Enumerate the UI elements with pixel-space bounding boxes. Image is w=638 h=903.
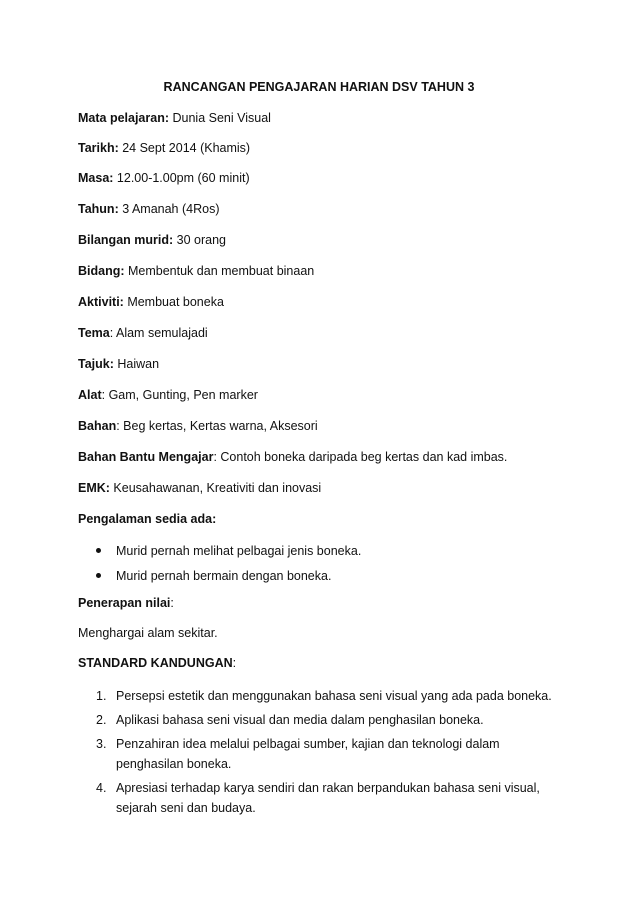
field-label: Mata pelajaran: xyxy=(78,111,170,125)
field-bahan-bantu-mengajar xyxy=(78,450,507,464)
bullet-icon xyxy=(96,573,101,578)
field-alat xyxy=(78,388,258,402)
field-label: Alat xyxy=(78,388,102,402)
field-tajuk xyxy=(78,357,159,371)
field-bahan xyxy=(78,419,318,433)
field-label: Tema xyxy=(78,326,110,340)
field-value: Dunia Seni Visual xyxy=(169,111,271,125)
field-mata-pelajaran xyxy=(78,111,271,125)
field-tahun xyxy=(78,202,219,216)
penerapan-heading: Penerapan nilai xyxy=(78,596,171,610)
field-value: : Alam semulajadi xyxy=(109,326,208,340)
field-label: Aktiviti: xyxy=(78,295,124,309)
list-item-text: Apresiasi terhadap karya sendiri dan rakan berpandukan bahasa seni visual, sejarah seni dan budaya. xyxy=(116,781,540,815)
field-value: 24 Sept 2014 (Khamis) xyxy=(118,141,251,155)
bullet-icon xyxy=(96,548,101,553)
field-tema xyxy=(78,326,208,340)
field-value: 12.00-1.00pm (60 minit) xyxy=(113,171,250,185)
field-label: Bahan Bantu Mengajar xyxy=(78,450,214,464)
list-item xyxy=(96,567,361,592)
standard-list xyxy=(96,686,566,822)
list-number: 3. xyxy=(96,737,107,751)
document-title: RANCANGAN PENGAJARAN HARIAN DSV TAHUN 3 xyxy=(163,80,475,94)
field-bidang xyxy=(78,264,314,278)
list-item xyxy=(96,710,566,730)
field-value: 30 orang xyxy=(173,233,226,247)
field-value: Membuat boneka xyxy=(123,295,224,309)
list-item xyxy=(96,542,361,567)
standard-heading-line xyxy=(78,656,236,670)
penerapan-text: Menghargai alam sekitar. xyxy=(78,626,218,640)
pengalaman-list xyxy=(96,542,361,592)
penerapan-heading-line xyxy=(78,596,174,610)
list-item-text: Murid pernah melihat pelbagai jenis boneka. xyxy=(116,544,362,558)
field-label: EMK: xyxy=(78,481,110,495)
field-label: Tajuk: xyxy=(78,357,114,371)
field-tarikh xyxy=(78,141,250,155)
field-label: Bahan xyxy=(78,419,117,433)
list-item-text: Persepsi estetik dan menggunakan bahasa seni visual yang ada pada boneka. xyxy=(116,689,552,703)
list-number: 1. xyxy=(96,689,107,703)
field-value: : Gam, Gunting, Pen marker xyxy=(101,388,258,402)
standard-heading: STANDARD KANDUNGAN xyxy=(78,656,233,670)
field-label: Tarikh: xyxy=(78,141,119,155)
field-value: Membentuk dan membuat binaan xyxy=(124,264,315,278)
field-label: Masa: xyxy=(78,171,114,185)
field-bilangan-murid xyxy=(78,233,226,247)
list-number: 4. xyxy=(96,781,107,795)
field-aktiviti xyxy=(78,295,224,309)
field-masa xyxy=(78,171,250,185)
list-item xyxy=(96,778,566,818)
field-emk xyxy=(78,481,321,495)
field-value: : Beg kertas, Kertas warna, Aksesori xyxy=(116,419,318,433)
penerapan-colon: : xyxy=(170,596,174,610)
list-item-text: Aplikasi bahasa seni visual dan media dalam penghasilan boneka. xyxy=(116,713,484,727)
field-label: Bilangan murid: xyxy=(78,233,174,247)
field-value: Keusahawanan, Kreativiti dan inovasi xyxy=(109,481,322,495)
list-item-text: Murid pernah bermain dengan boneka. xyxy=(116,569,332,583)
field-value: : Contoh boneka daripada beg kertas dan kad imbas. xyxy=(213,450,508,464)
pengalaman-heading: Pengalaman sedia ada: xyxy=(78,512,217,526)
field-value: Haiwan xyxy=(113,357,160,371)
standard-colon: : xyxy=(232,656,237,670)
list-item-text: Penzahiran idea melalui pelbagai sumber, kajian dan teknologi dalam penghasilan boneka. xyxy=(116,737,500,771)
field-value: 3 Amanah (4Ros) xyxy=(118,202,220,216)
list-item xyxy=(96,686,566,706)
field-label: Tahun: xyxy=(78,202,119,216)
list-number: 2. xyxy=(96,713,107,727)
list-item xyxy=(96,734,566,774)
field-label: Bidang: xyxy=(78,264,125,278)
